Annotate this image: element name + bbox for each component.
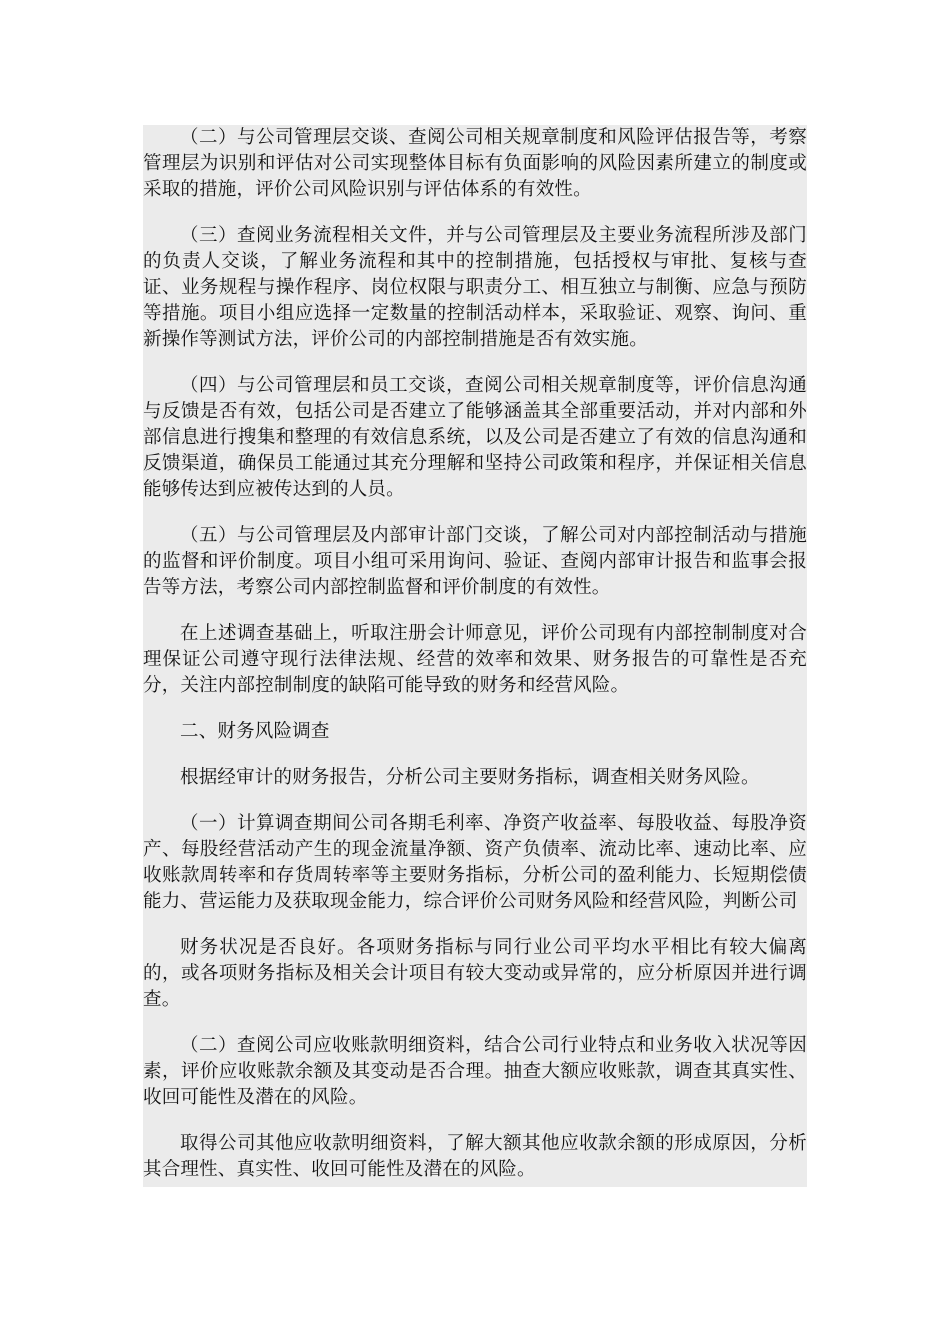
paragraph-gap xyxy=(143,1111,807,1131)
paragraph-financial-condition: 财务状况是否良好。各项财务指标与同行业公司平均水平相比有较大偏离的，或各项财务指标及相关会计项目有较大变动或异常的，应分析原因并进行调查。 xyxy=(143,937,807,1010)
paragraph-gap xyxy=(143,915,807,935)
paragraph-financial-intro: 根据经审计的财务报告，分析公司主要财务指标，调查相关财务风险。 xyxy=(180,767,760,788)
paragraph-gap xyxy=(143,1013,807,1033)
document-body xyxy=(143,125,807,1187)
paragraph-gap xyxy=(143,601,807,621)
paragraph-gap xyxy=(143,699,807,719)
paragraph-information-communication: （四）与公司管理层和员工交谈，查阅公司相关规章制度等，评价信息沟通与反馈是否有效，包括公司是否建立了能够涵盖其全部重要活动，并对内部和外部信息进行搜集和整理的有效信息系统，以及公司是否建立了有效的信息沟通和反馈渠道，确保员工能通过其充分理解和坚持公司政策和程序，并保证相关信息能够传达到应被传达到的人员。 xyxy=(143,375,807,500)
paragraph-accounts-receivable: （二）查阅公司应收账款明细资料，结合公司行业特点和业务收入状况等因素，评价应收账款余额及其变动是否合理。抽查大额应收账款，调查其真实性、收回可能性及潜在的风险。 xyxy=(143,1035,807,1108)
paragraph-financial-indicators: （一）计算调查期间公司各期毛利率、净资产收益率、每股收益、每股净资产、每股经营活动产生的现金流量净额、资产负债率、流动比率、速动比率、应收账款周转率和存货周转率等主要财务指标，分析公司的盈利能力、长短期偿债能力、营运能力及获取现金能力，综合评价公司财务风险和经营风险，判断公司 xyxy=(143,813,807,912)
paragraph-control-activities: （三）查阅业务流程相关文件，并与公司管理层及主要业务流程所涉及部门的负责人交谈，了解业务流程和其中的控制措施，包括授权与审批、复核与查证、业务规程与操作程序、岗位权限与职责分工、相互独立与制衡、应急与预防等措施。项目小组应选择一定数量的控制活动样本，采取验证、观察、询问、重新操作等测试方法，评价公司的内部控制措施是否有效实施。 xyxy=(143,225,807,350)
paragraph-gap xyxy=(143,745,807,765)
paragraph-monitoring: （五）与公司管理层及内部审计部门交谈，了解公司对内部控制活动与措施的监督和评价制度。项目小组可采用询问、验证、查阅内部审计报告和监事会报告等方法，考察公司内部控制监督和评价制度的有效性。 xyxy=(143,525,807,598)
paragraph-gap xyxy=(143,791,807,811)
paragraph-risk-assessment: （二）与公司管理层交谈、查阅公司相关规章制度和风险评估报告等，考察管理层为识别和评估对公司实现整体目标有负面影响的风险因素所建立的制度或采取的措施，评价公司风险识别与评估体系的有效性。 xyxy=(143,127,807,200)
paragraph-cpa-opinion: 在上述调查基础上，听取注册会计师意见，评价公司现有内部控制制度对合理保证公司遵守现行法律法规、经营的效率和效果、财务报告的可靠性是否充分，关注内部控制制度的缺陷可能导致的财务和经营风险。 xyxy=(143,623,807,696)
paragraph-other-receivables: 取得公司其他应收款明细资料，了解大额其他应收款余额的形成原因，分析其合理性、真实性、收回可能性及潜在的风险。 xyxy=(143,1133,807,1180)
paragraph-gap xyxy=(143,203,807,223)
paragraph-gap xyxy=(143,503,807,523)
section-heading-financial-risk: 二、财务风险调查 xyxy=(180,721,330,742)
paragraph-gap xyxy=(143,353,807,373)
